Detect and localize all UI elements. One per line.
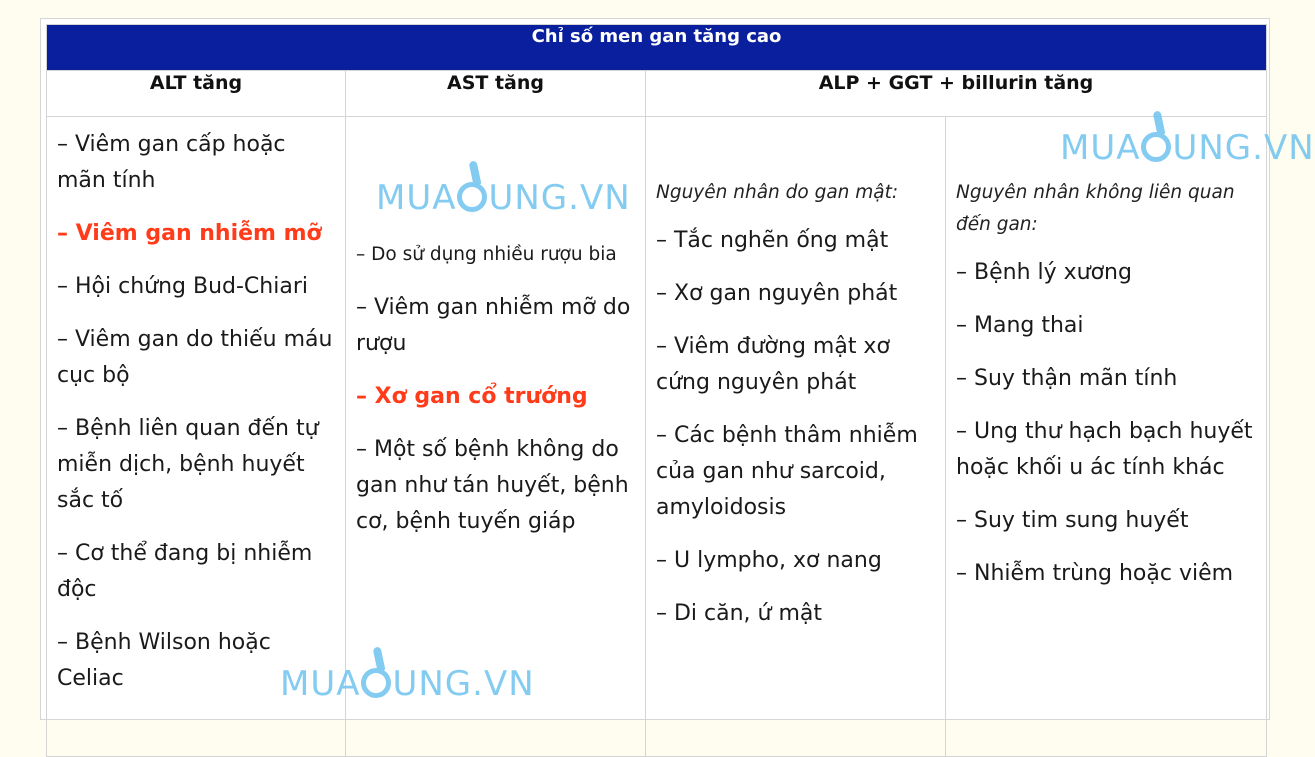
list-item: – Mang thai [956, 313, 1084, 338]
liver-cause-cell [646, 117, 946, 757]
list-item: – Nhiễm trùng hoặc viêm [956, 561, 1234, 586]
list-item: – Một số bệnh không do gan như tán huyết, bệnh cơ, bệnh tuyến giáp [356, 437, 629, 534]
watermark-text-right: UNG.VN [1172, 128, 1315, 168]
watermark-text-left: MUA [280, 664, 361, 704]
list-item: – Viêm gan nhiễm mỡ do rượu [356, 295, 631, 356]
list-item: – Bệnh Wilson hoặc Celiac [57, 630, 271, 691]
list-item-highlight: – Viêm gan nhiễm mỡ [57, 221, 322, 246]
alt-cell [47, 117, 346, 757]
list-item: – Xơ gan nguyên phát [656, 281, 898, 306]
list-item: – Hội chứng Bud-Chiari [57, 274, 308, 299]
watermark-text-left: MUA [1060, 128, 1141, 168]
list-item: – Cơ thể đang bị nhiễm độc [57, 541, 313, 602]
watermark-text-right: UNG.VN [392, 664, 535, 704]
list-item: – Suy tim sung huyết [956, 508, 1189, 533]
list-item: – Viêm gan cấp hoặc mãn tính [57, 132, 286, 193]
spacer [356, 127, 635, 237]
header-alp-ggt-bilirubin: ALP + GGT + billurin tăng [646, 71, 1267, 117]
list-item: – Di căn, ứ mật [656, 601, 823, 626]
table-title: Chỉ số men gan tăng cao [47, 25, 1267, 71]
spacer [656, 127, 935, 177]
spacer [956, 127, 1256, 177]
watermark-text-left: MUA [376, 178, 457, 218]
list-item: – Do sử dụng nhiều rượu bia [356, 244, 617, 265]
liver-enzyme-table [46, 24, 1267, 757]
non-liver-cause-cell [946, 117, 1267, 757]
ast-cell [346, 117, 646, 757]
list-item: – Suy thận mãn tính [956, 366, 1178, 391]
liver-cause-heading: Nguyên nhân do gan mật: [656, 182, 899, 203]
list-item: – Ung thư hạch bạch huyết hoặc khối u ác tính khác [956, 419, 1253, 480]
header-ast: AST tăng [346, 71, 646, 117]
watermark-text-right: UNG.VN [488, 178, 631, 218]
list-item: – U lympho, xơ nang [656, 548, 882, 573]
list-item: – Bệnh lý xương [956, 260, 1132, 285]
list-item-highlight: – Xơ gan cổ trướng [356, 384, 588, 409]
list-item: – Bệnh liên quan đến tự miễn dịch, bệnh huyết sắc tố [57, 416, 319, 513]
non-liver-cause-heading: Nguyên nhân không liên quan đến gan: [956, 182, 1235, 235]
list-item: – Viêm gan do thiếu máu cục bộ [57, 327, 333, 388]
header-alt: ALT tăng [47, 71, 346, 117]
list-item: – Viêm đường mật xơ cứng nguyên phát [656, 334, 890, 395]
list-item: – Các bệnh thâm nhiễm của gan như sarcoid, amyloidosis [656, 423, 918, 520]
list-item: – Tắc nghẽn ống mật [656, 228, 889, 253]
